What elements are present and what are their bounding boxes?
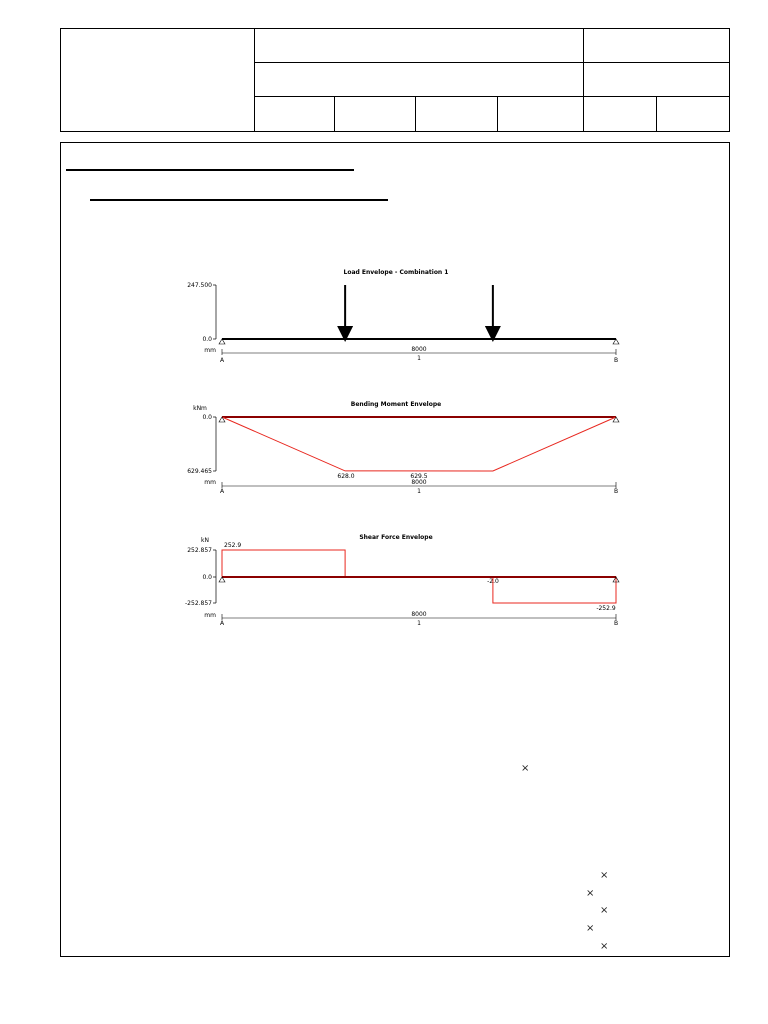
bending-moment-title: Bending Moment Envelope	[350, 401, 442, 408]
cross-mark: ×	[600, 941, 609, 952]
y-zero-label: 0.0	[202, 336, 212, 343]
unit-label: mm	[204, 479, 216, 486]
bending-moment-diagram	[187, 401, 619, 495]
shear-value-label: 252.9	[224, 542, 242, 549]
shear-value-label: -252.9	[596, 605, 616, 612]
y-min-label: 629.465	[187, 468, 212, 475]
shear-force-diagram	[185, 534, 619, 627]
support-b-label: B	[613, 620, 619, 627]
cross-mark: ×	[521, 763, 530, 774]
support-b-label: B	[613, 488, 619, 495]
moment-envelope-line	[222, 417, 616, 471]
support-a-label: A	[219, 357, 225, 364]
unit-label: mm	[204, 612, 216, 619]
y-min-label: -252.857	[185, 600, 212, 607]
cross-mark: ×	[586, 923, 595, 934]
unit-label: mm	[204, 347, 216, 354]
support-a-label: A	[219, 620, 225, 627]
moment-value-label: 628.0	[337, 473, 355, 480]
span-length-label: 8000	[411, 479, 427, 486]
cross-mark: ×	[600, 870, 609, 881]
support-b-label: B	[613, 357, 619, 364]
moment-value-label: 629.5	[410, 473, 428, 480]
span-length-label: 8000	[411, 611, 427, 618]
y-zero-label: 0.0	[202, 574, 212, 581]
shear-force-title: Shear Force Envelope	[359, 534, 433, 541]
y-max-label: 247.500	[187, 282, 212, 289]
load-envelope-title: Load Envelope - Combination 1	[343, 269, 449, 276]
point-loads	[345, 285, 493, 334]
cross-mark: ×	[600, 905, 609, 916]
y-max-label: 252.857	[187, 547, 212, 554]
load-envelope-diagram	[187, 269, 619, 364]
y-unit-label: kN	[201, 537, 209, 544]
span-id-label: 1	[417, 488, 421, 495]
y-zero-label: 0.0	[202, 414, 212, 421]
support-a-label: A	[219, 488, 225, 495]
cross-mark: ×	[586, 888, 595, 899]
shear-value-label: -2.0	[487, 578, 499, 585]
span-length-label: 8000	[411, 346, 427, 353]
span-id-label: 1	[417, 620, 421, 627]
y-unit-label: kNm	[193, 405, 207, 412]
span-id-label: 1	[417, 355, 421, 362]
